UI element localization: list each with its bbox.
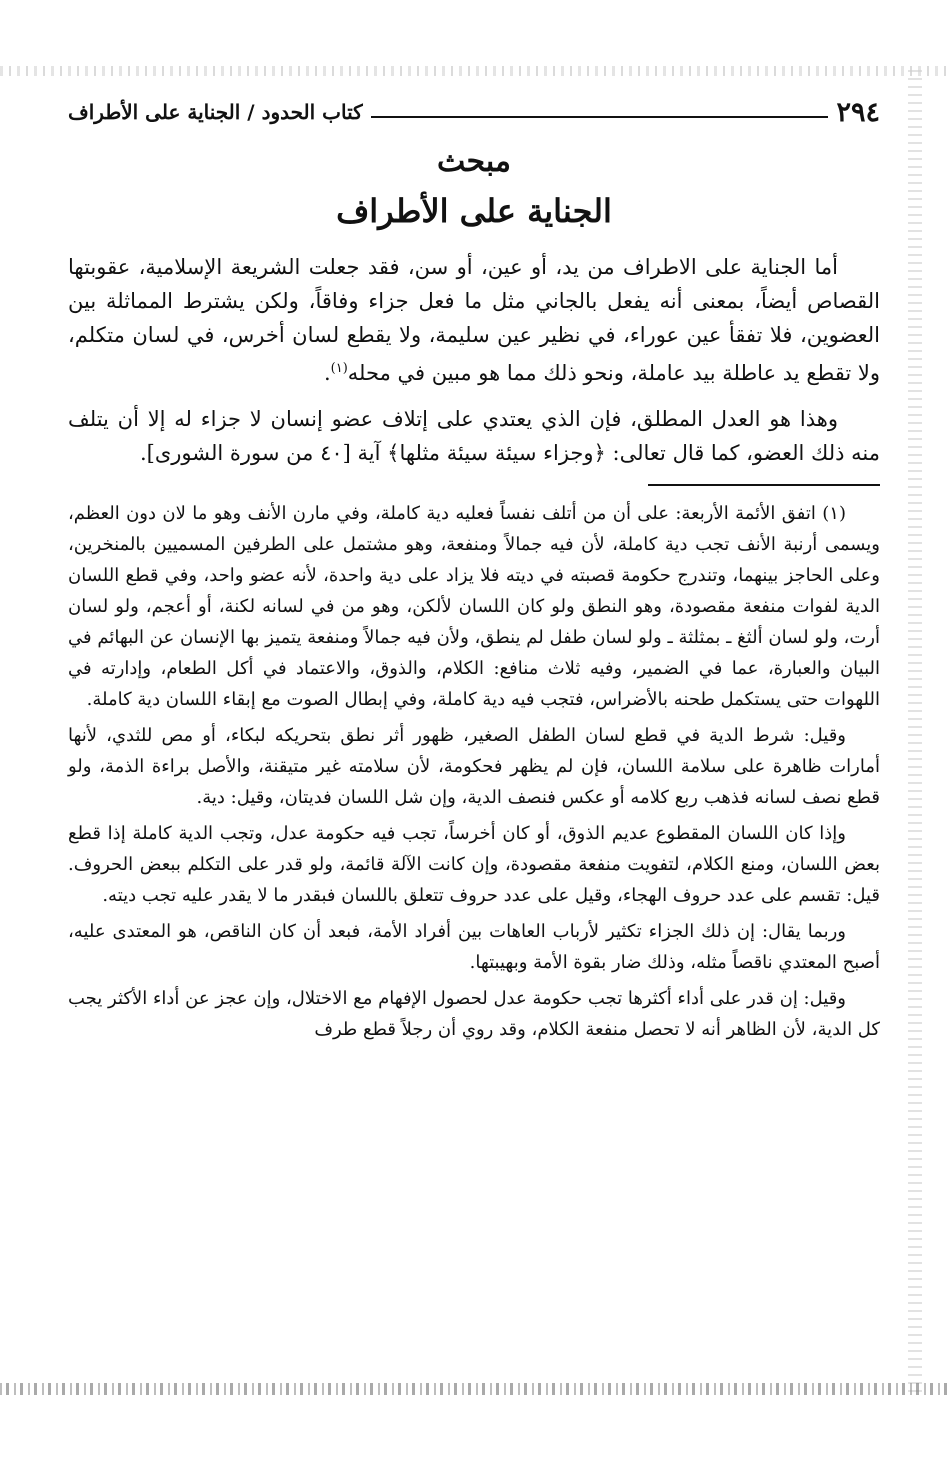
footnotes [68,498,880,1045]
footnote-reference: (١) [330,361,348,376]
paragraph-end: . [323,361,331,385]
header-rule [371,116,829,118]
chapter-heading: الجناية على الأطراف [336,192,612,230]
main-paragraph: وهذا هو العدل المطلق، فإن الذي يعتدي على إتلاف عضو إنسان لا جزاء له إلا أن يتلف منه ذلك العضو، كما قال تعالى: ﴿وجزاء سيئة سيئة مثلها﴾ آية [٤٠ من سورة الشورى]. [68,407,880,465]
paragraph-text: أما الجناية على الاطراف من يد، أو عين، أو سن، فقد جعلت الشريعة الإسلامية، عقوبتها القصاص أيضاً، بمعنى أنه يفعل بالجاني مثل ما فعل جزاء وفاقاً، ولكن يشترط المماثلة بين العضوين، فلا تفقأ عين عوراء، في نظير عين سليمة، ولا يقطع لسان أخرس، في لسان متكلم، ولا تقطع يد عاطلة بيد عاملة، ونحو ذلك مما هو مبين في محله [68,255,880,385]
main-text [68,250,880,470]
footnote-separator [648,484,880,486]
section-label: مبحث [437,144,511,179]
footnote-paragraph: وقيل: شرط الدية في قطع لسان الطفل الصغير، ظهور أثر نطق بتحريكه لبكاء، أو مص للثدي، لأنها أمارات ظاهرة على سلامة اللسان، فإن لم يظهر فحكومة، لأن سلامته غير متيقنة، والأصل براءة الذمة، ولو قطع نصف لسانه فذهب ربع كلامه أو عكس فنصف الدية، وإن شل اللسان فديتان، وقيل: دية. [68,725,880,808]
footnote-paragraph: وإذا كان اللسان المقطوع عديم الذوق، أو كان أخرساً، تجب فيه حكومة عدل، وتجب الدية كاملة إذا قطع بعض اللسان، ومنع الكلام، لتفويت منفعة مقصودة، وإن كانت الآلة قائمة، ولو قدر على التكلم ببعض الحروف. قيل: تقسم على عدد حروف الهجاء، وقيل على عدد حروف تتعلق باللسان فبقدر ما لا يقدر عليه تجب ديته. [68,823,880,906]
page-number: ٢٩٤ [836,96,880,128]
running-header [68,92,880,132]
decorative-border-bottom [0,1383,950,1395]
footnote-paragraph: وربما يقال: إن ذلك الجزاء تكثير لأرباب العاهات بين أفراد الأمة، فبعد أن كان الناقص، هو المعتدى عليه، أصبح المعتدي ناقصاً مثله، وذلك ضار بقوة الأمة وبهيبتها. [68,921,880,973]
scan-noise-right [908,70,922,1398]
footnote-paragraph: وقيل: إن قدر على أداء أكثرها تجب حكومة عدل لحصول الإفهام مع الاختلال، وإن عجز عن أداء الأكثر يجب كل الدية، لأن الظاهر أنه لا تحصل منفعة الكلام، وقد روي أن رجلاً قطع طرف [68,988,880,1040]
book-title: كتاب الحدود / الجناية على الأطراف [68,100,363,124]
main-paragraph [68,250,880,390]
book-page [68,92,880,1045]
footnote-paragraph: (١) اتفق الأئمة الأربعة: على أن من أتلف نفساً فعليه دية كاملة، وفي مارن الأنف وهو ما لان دون العظم، ويسمى أرنبة الأنف تجب دية كاملة، لأن فيه جمالاً ومنفعة، وهو مشتمل على الطرفين المسميين بالمنخرين، وعلى الحاجز بينهما، وتندرج حكومة قصبته في ديته فلا يزاد على دية واحدة، لأنه عضو واحد، وفي قطع اللسان الدية لفوات منفعة مقصودة، وهو النطق ولو كان اللسان لألكن، وهو من في لسانه لكنة، أو أعجم، ولو لسان أرت، ولو لسان ألثغ ـ بمثلثة ـ ولو لسان طفل لم ينطق، ولأن فيه جمالاً ومنفعة يتميز بها الإنسان عن البهائم في البيان والعبارة، عما في الضمير، وفيه ثلاث منافع: الكلام، والذوق، والاعتماد في أكل الطعام، وإدارته في اللهوات حتى يستكمل طحنه بالأضراس، فتجب فيه دية كاملة، وفي إبطال الصوت مع إبقاء اللسان دية كاملة. [68,503,880,710]
scan-noise-top [0,66,950,76]
